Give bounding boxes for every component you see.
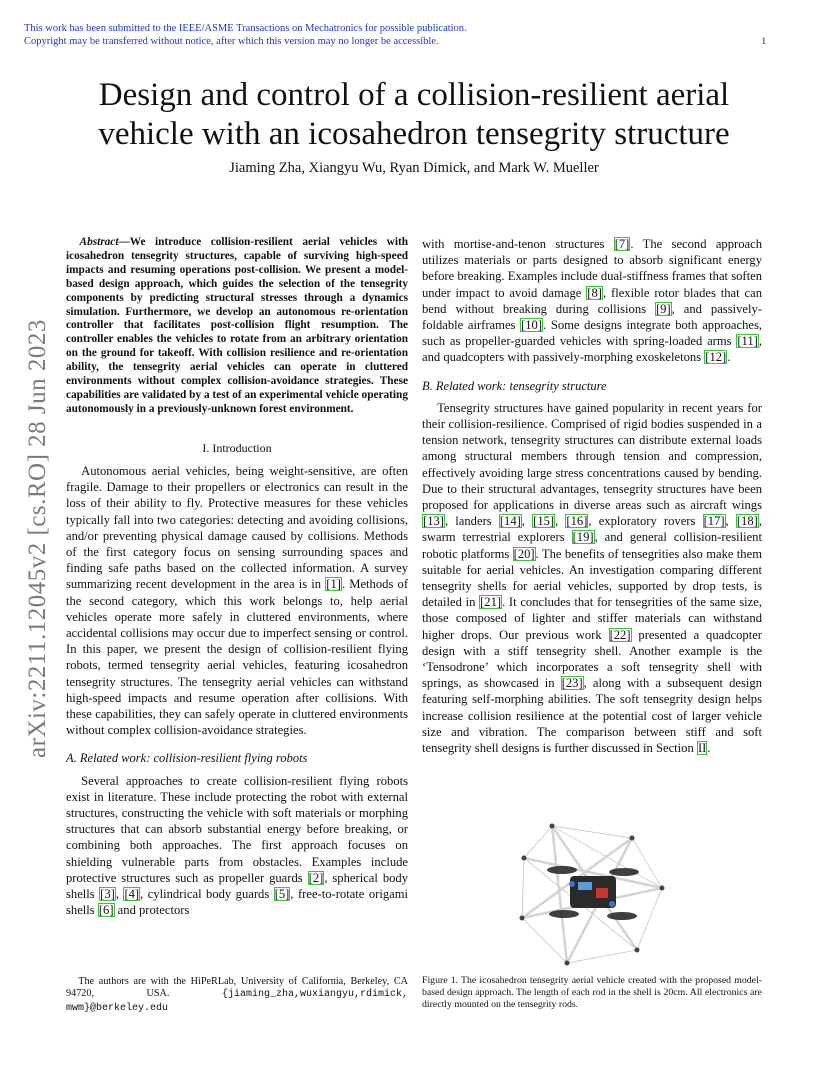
citation-link[interactable]: [20] — [513, 546, 535, 561]
tensegrity-drone-illustration — [512, 818, 672, 968]
citation-link[interactable]: [23] — [561, 676, 583, 691]
intro-paragraph: Autonomous aerial vehicles, being weight-sensitive, are often fragile. Damage to their propellers or electronics can result in the loss of their ability to fly. Protective measures for these vehicles typically fall into two categories: detecting and avoiding collisions, and/or preventing physical damage caused by collisions. Methods of the first category focus on sensing surrounding spaces and finding safe paths based on the collected information. A survey summarizing recent development in the area is in [1]. Methods of the second category, which this work belongs to, help aerial vehicles operate more safely in cluttered environments, where accidental collisions may occur due to imperfect sensing or control. In this paper, we present the design of collision-resilient flying robots, termed tensegrity aerial vehicles, featuring icosahedron tensegrity structures. The tensegrity aerial vehicles can withstand high-speed impacts and resume operation after collisions. With these capabilities, they can safely operate in cluttered environments without complex collision-avoidance strategies. — [66, 463, 409, 738]
author-list: Jiaming Zha, Xiangyu Wu, Ryan Dimick, and Mark W. Mueller — [229, 160, 599, 176]
citation-link[interactable]: [4] — [124, 887, 140, 902]
right-column — [422, 236, 762, 756]
page-number: 1 — [761, 36, 766, 46]
abstract-text: —We introduce collision-resilient aerial vehicles with icosahedron tensegrity structures, capable of surviving high-speed impacts and resuming operations post-collision. We present a model-based design approach, which guides the selection of the tensegrity components by predicting structural stresses through a dynamics simulation. Furthermore, we develop an autonomous re-orientation controller that facilitates post-collision flight resumption. The controller enables the vehicles to rotate from an arbitrary orientation on the ground for takeoff. With collision resilience and re-orientation ability, the tensegrity aerial vehicles can operate in cluttered environments without complex collision-avoidance strategies. These capabilities are validated by a test of an experimental vehicle operating autonomously in a previously-unknown forest environment. — [66, 236, 408, 415]
citation-link[interactable]: [9] — [655, 301, 671, 316]
citation-link[interactable]: [7] — [614, 237, 630, 251]
abstract — [66, 236, 408, 417]
notice-line-2: Copyright may be transferred without notice, after which this version may no longer be accessible. — [24, 36, 439, 47]
submission-notice — [24, 22, 467, 48]
citation-link[interactable]: [18] — [736, 514, 758, 529]
citation-link[interactable]: [17] — [703, 514, 725, 529]
citation-link[interactable]: [8] — [587, 285, 602, 300]
author-emails: {jiaming_zha,wuxiangyu,rdimick, mwm}@berkeley.edu — [66, 989, 408, 1014]
citation-link[interactable]: [21] — [480, 595, 502, 610]
tensegrity-paragraph: Tensegrity structures have gained popularity in recent years for their collision-resilience. Comprised of rigid bodies suspended in a tension network, tensegrity structures can distribute external loads among structural members through tension and compression, effectively avoiding large stress concentrations caused by bending. Due to their structural advantages, tensegrity structures have been proposed for applications in diverse areas such as aircraft wings [13], landers [14], [15], [16], exploratory rovers [17], [18], swarm terrestrial explorers [19], and general collision-resilient robotic platforms [20]. The benefits of tensegrities also make them suitable for aerial vehicles. An investigation comparing different tensegrity shells for aerial vehicles, supported by drop tests, is detailed in [21]. It concludes that for tensegrities of the same size, those composed of lighter and stiffer materials can withstand higher drops. Our previous work [22] presented a quadcopter design with a stiff tensegrity shell. Another example is the ‘Tensodrone’ which incorporates a soft tensegrity shell with springs, as showcased in [23], along with a subsequent design featuring self-morphing abilities. The soft tensegrity design helps increase collision resilience at the potential cost of larger vehicle size and vibration. The comparison between stiff and soft tensegrity shell designs is further discussed in Section II. — [422, 400, 763, 756]
subsection-heading-b: B. Related work: tensegrity structure — [422, 378, 607, 393]
subsection-heading-a: A. Related work: collision-resilient flying robots — [66, 751, 308, 766]
arxiv-identifier: arXiv:2211.12045v2 [cs.RO] 28 Jun 2023 — [24, 319, 51, 758]
citation-link[interactable]: [14] — [499, 514, 521, 529]
citation-link[interactable]: [15] — [533, 514, 555, 529]
citation-link[interactable]: [10] — [521, 318, 543, 333]
author-footnote: The authors are with the HiPeRLab, University of California, Berkeley, CA 94720, USA. {jiaming_zha,wuxiangyu,rdimick, mwm}@berkeley.edu — [66, 976, 408, 1014]
left-column — [66, 236, 408, 918]
abstract-label: Abstract — [79, 236, 119, 248]
notice-line-1: This work has been submitted to the IEEE/ASME Transactions on Mechatronics for possible publication. — [24, 23, 467, 34]
citation-link[interactable]: [16] — [566, 514, 588, 529]
related-work-paragraph: Several approaches to create collision-resilient flying robots exist in literature. These include protecting the robot with external structures, constructing the vehicle with soft materials or morphing structures that can absorb substantial energy before breaking, or combining both approaches. The first approach focuses on shielding vulnerable parts from obstacles. Examples include protective structures such as propeller guards [2], spherical body shells [3], [4], cylindrical body guards [5], free-to-rotate origami shells [6] and protectors — [66, 773, 409, 918]
citation-link[interactable]: [5] — [274, 887, 290, 902]
section-link[interactable]: II — [697, 741, 707, 756]
citation-link[interactable]: [13] — [423, 514, 444, 529]
citation-link[interactable]: [11] — [737, 334, 758, 349]
citation-link[interactable]: [12] — [705, 350, 727, 365]
citation-link[interactable]: [6] — [98, 903, 114, 918]
section-heading-introduction: I. Introduction — [202, 440, 272, 455]
citation-link[interactable]: [2] — [308, 870, 324, 885]
paper-title: Design and control of a collision-resilient aerial vehicle with an icosahedron tensegrity structure — [98, 77, 730, 152]
citation-link[interactable]: [22] — [609, 627, 631, 642]
figure-tensegrity-vehicle — [512, 818, 672, 968]
citation-link[interactable]: [3] — [100, 887, 115, 902]
figure-caption: Figure 1. The icosahedron tensegrity aerial vehicle created with the proposed model-based design approach. The length of each rod in the shell is 20cm. All electronics are directly mounted on the tensegrity rods. — [422, 975, 762, 1011]
citation-link[interactable]: [19] — [572, 530, 594, 545]
related-work-continuation: with mortise-and-tenon structures [7]. The second approach utilizes materials or parts designed to absorb significant energy before breaking. Examples include dual-stiffness frames that soften under impact to avoid damage [8], flexible rotor blades that can bend without breaking during collisions [9], and passively-foldable airframes [10]. Some designs integrate both approaches, such as propeller-guarded vehicles with spring-loaded arms [11], and quadcopters with passively-morphing exoskeletons [12]. — [422, 237, 763, 365]
citation-link[interactable]: [1] — [326, 577, 341, 592]
